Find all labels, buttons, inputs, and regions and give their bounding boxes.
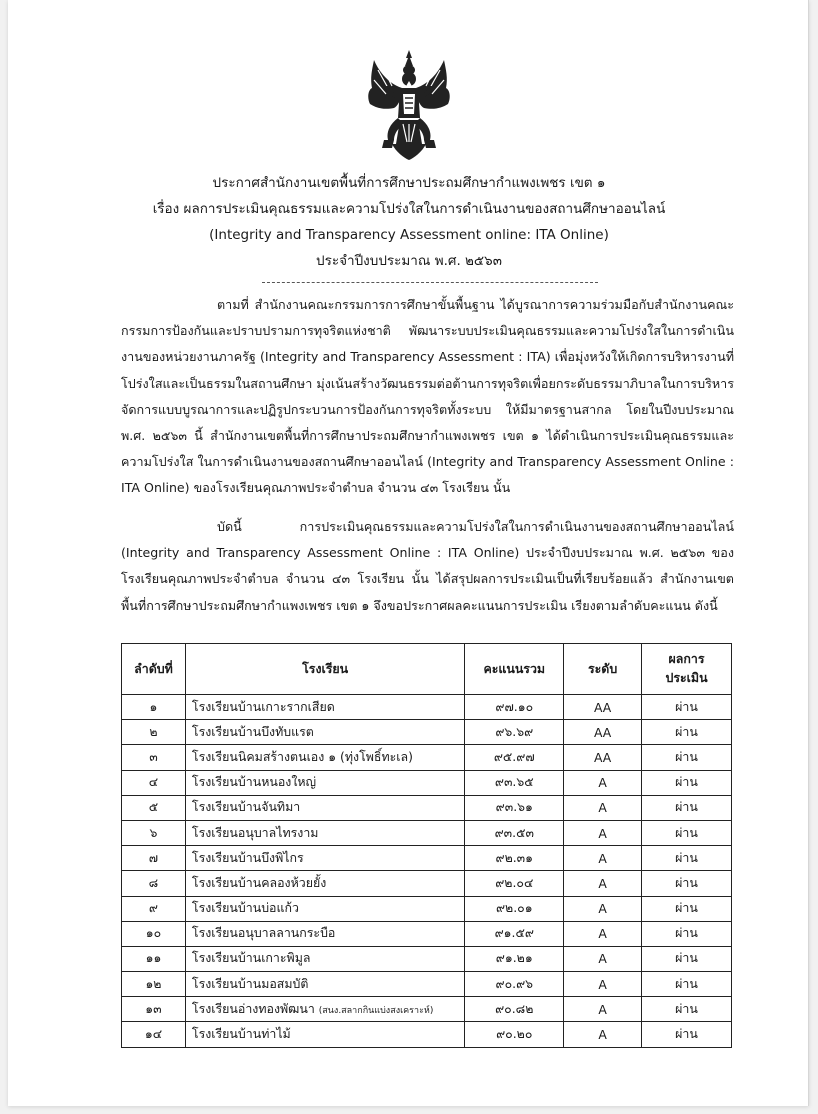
result-cell: ผ่าน xyxy=(642,720,732,745)
school-cell xyxy=(185,921,464,946)
school-name: โรงเรียนอ่างทองพัฒนา xyxy=(191,1000,315,1016)
score-cell: ๙๑.๒๑ xyxy=(465,946,564,971)
school-name: โรงเรียนบ้านท่าไม้ xyxy=(191,1026,291,1042)
school-name: โรงเรียนบ้านบึงทับแรต xyxy=(191,723,314,739)
level-cell: AA xyxy=(564,695,642,720)
table-row xyxy=(122,745,732,770)
rank-cell: ๕ xyxy=(122,795,186,820)
result-cell: ผ่าน xyxy=(642,1022,732,1047)
level-cell: A xyxy=(564,846,642,871)
header-rank: ลำดับที่ xyxy=(122,644,186,695)
school-name: โรงเรียนอนุบาลไทรงาม xyxy=(191,824,319,840)
score-cell: ๙๖.๖๙ xyxy=(465,720,564,745)
level-cell: A xyxy=(564,1022,642,1047)
result-cell: ผ่าน xyxy=(642,896,732,921)
table-row xyxy=(122,946,732,971)
paragraph-background: ตามที่ สำนักงานคณะกรรมการการศึกษาขั้นพื้นฐาน ได้บูรณาการความร่วมมือกับสำนักงานคณะกรรมการป้องกันและปราบปรามการทุจริตแห่งชาติ พัฒนาระบบประเมินคุณธรรมและความโปร่งใสในการดำเนินงานของหน่วยงานภาครัฐ (Integrity and Transparency Assessment : ITA) เพื่อมุ่งหวังให้เกิดการบริหารงานที่โปร่งใสและเป็นธรรมในสถานศึกษา มุ่งเน้นสร้างวัฒนธรรมต่อต้านการทุจริตเพื่อยกระดับธรรมาภิบาลในการบริหารจัดการแบบบูรณาการและปฏิรูปกระบวนการป้องกันการทุจริตทั้งระบบ ให้มีมาตรฐานสากล โดยในปีงบประมาณ พ.ศ. ๒๕๖๓ นี้ สำนักงานเขตพื้นที่การศึกษาประถมศึกษากำแพงเพชร เขต ๑ ได้ดำเนินการประเมินคุณธรรมและความโปร่งใส ในการดำเนินงานของสถานศึกษาออนไลน์ (Integrity and Transparency Assessment Online : ITA Online) ของโรงเรียนคุณภาพประจำตำบล จำนวน ๔๓ โรงเรียน นั้น xyxy=(121,297,734,496)
score-cell: ๙๐.๙๖ xyxy=(465,972,564,997)
school-name: โรงเรียนบ้านเกาะพิมูล xyxy=(191,950,311,966)
score-cell: ๙๒.๐๑ xyxy=(465,896,564,921)
paragraph-announcement: บัดนี้ การประเมินคุณธรรมและความโปร่งใสในการดำเนินงานของสถานศึกษาออนไลน์ (Integrity and Transparency Assessment Online : ITA Online) ประจำปีงบประมาณ พ.ศ. ๒๕๖๓ ของโรงเรียนคุณภาพประจำตำบล จำนวน ๔๓ โรงเรียน นั้น ได้สรุปผลการประเมินเป็นที่เรียบร้อยแล้ว สำนักงานเขตพื้นที่การศึกษาประถมศึกษากำแพงเพชร เขต ๑ จึงขอประกาศผลคะแนนการประเมิน เรียงตามลำดับคะแนน ดังนี้ xyxy=(121,519,734,613)
table-row xyxy=(122,795,732,820)
rank-cell: ๘ xyxy=(122,871,186,896)
level-cell: A xyxy=(564,795,642,820)
result-cell: ผ่าน xyxy=(642,997,732,1022)
level-cell: A xyxy=(564,946,642,971)
result-cell: ผ่าน xyxy=(642,972,732,997)
result-cell: ผ่าน xyxy=(642,846,732,871)
table-row xyxy=(122,720,732,745)
score-cell: ๙๕.๙๗ xyxy=(465,745,564,770)
score-cell: ๙๐.๒๐ xyxy=(465,1022,564,1047)
school-name: โรงเรียนบ้านบ่อแก้ว xyxy=(191,900,299,916)
result-cell: ผ่าน xyxy=(642,921,732,946)
result-cell: ผ่าน xyxy=(642,745,732,770)
table-row xyxy=(122,695,732,720)
table-row xyxy=(122,972,732,997)
rank-cell: ๑ xyxy=(122,695,186,720)
school-name: โรงเรียนบ้านจันทิมา xyxy=(191,799,301,815)
header-result: ผลการประเมิน xyxy=(642,644,732,695)
table-row xyxy=(122,871,732,896)
score-cell: ๙๓.๖๕ xyxy=(465,770,564,795)
school-cell xyxy=(185,745,464,770)
header-school: โรงเรียน xyxy=(185,644,464,695)
garuda-emblem-icon xyxy=(366,48,452,163)
school-cell xyxy=(185,871,464,896)
score-cell: ๙๐.๘๒ xyxy=(465,997,564,1022)
level-cell: A xyxy=(564,820,642,845)
school-name: โรงเรียนบ้านบึงพิไกร xyxy=(191,849,304,865)
level-cell: AA xyxy=(564,720,642,745)
rank-cell: ๙ xyxy=(122,896,186,921)
table-row xyxy=(122,896,732,921)
school-cell xyxy=(185,695,464,720)
separator-line xyxy=(262,282,598,283)
school-name: โรงเรียนบ้านมอสมบัติ xyxy=(191,975,309,991)
score-cell: ๙๒.๐๔ xyxy=(465,871,564,896)
rank-cell: ๑๓ xyxy=(122,997,186,1022)
header-score: คะแนนรวม xyxy=(465,644,564,695)
level-cell: A xyxy=(564,896,642,921)
rank-cell: ๑๔ xyxy=(122,1022,186,1047)
result-cell: ผ่าน xyxy=(642,820,732,845)
result-cell: ผ่าน xyxy=(642,871,732,896)
score-cell: ๙๓.๕๓ xyxy=(465,820,564,845)
school-cell xyxy=(185,846,464,871)
results-table xyxy=(121,643,732,1048)
school-cell xyxy=(185,720,464,745)
announcement-subject: เรื่อง ผลการประเมินคุณธรรมและความโปร่งใสในการดำเนินงานของสถานศึกษาออนไลน์ xyxy=(152,201,666,217)
score-cell: ๙๗.๑๐ xyxy=(465,695,564,720)
level-cell: A xyxy=(564,921,642,946)
result-cell: ผ่าน xyxy=(642,946,732,971)
table-row xyxy=(122,820,732,845)
school-name: โรงเรียนบ้านคลองห้วยยั้ง xyxy=(191,874,327,890)
result-cell: ผ่าน xyxy=(642,795,732,820)
level-cell: A xyxy=(564,871,642,896)
level-cell: A xyxy=(564,972,642,997)
rank-cell: ๖ xyxy=(122,820,186,845)
rank-cell: ๔ xyxy=(122,770,186,795)
school-name: โรงเรียนอนุบาลลานกระบือ xyxy=(191,925,336,941)
school-cell xyxy=(185,795,464,820)
header-level: ระดับ xyxy=(564,644,642,695)
announcement-title: ประกาศสำนักงานเขตพื้นที่การศึกษาประถมศึกษากำแพงเพชร เขต ๑ xyxy=(212,175,606,191)
rank-cell: ๑๐ xyxy=(122,921,186,946)
table-row xyxy=(122,921,732,946)
score-cell: ๙๑.๕๙ xyxy=(465,921,564,946)
score-cell: ๙๒.๓๑ xyxy=(465,846,564,871)
rank-cell: ๑๑ xyxy=(122,946,186,971)
school-cell xyxy=(185,1022,464,1047)
school-name: โรงเรียนบ้านหนองใหญ่ xyxy=(191,774,317,790)
rank-cell: ๒ xyxy=(122,720,186,745)
result-cell: ผ่าน xyxy=(642,695,732,720)
score-cell: ๙๓.๖๑ xyxy=(465,795,564,820)
school-cell xyxy=(185,896,464,921)
school-name: โรงเรียนนิคมสร้างตนเอง ๑ (ทุ่งโพธิ์ทะเล) xyxy=(191,748,413,764)
table-row xyxy=(122,997,732,1022)
table-row xyxy=(122,846,732,871)
school-name: โรงเรียนบ้านเกาะรากเสียด xyxy=(191,698,335,714)
rank-cell: ๓ xyxy=(122,745,186,770)
rank-cell: ๗ xyxy=(122,846,186,871)
school-cell xyxy=(185,946,464,971)
school-cell xyxy=(185,770,464,795)
table-header-row xyxy=(122,644,732,695)
school-cell xyxy=(185,972,464,997)
level-cell: A xyxy=(564,997,642,1022)
result-cell: ผ่าน xyxy=(642,770,732,795)
announcement-subject-english: (Integrity and Transparency Assessment online: ITA Online) xyxy=(209,227,609,243)
school-cell xyxy=(185,820,464,845)
table-row xyxy=(122,1022,732,1047)
rank-cell: ๑๒ xyxy=(122,972,186,997)
school-cell xyxy=(185,997,464,1022)
level-cell: AA xyxy=(564,745,642,770)
table-row xyxy=(122,770,732,795)
level-cell: A xyxy=(564,770,642,795)
school-note: (สนง.สลากกินแบ่งสงเคราะห์) xyxy=(318,1005,434,1016)
fiscal-year: ประจำปีงบประมาณ พ.ศ. ๒๕๖๓ xyxy=(316,253,502,269)
